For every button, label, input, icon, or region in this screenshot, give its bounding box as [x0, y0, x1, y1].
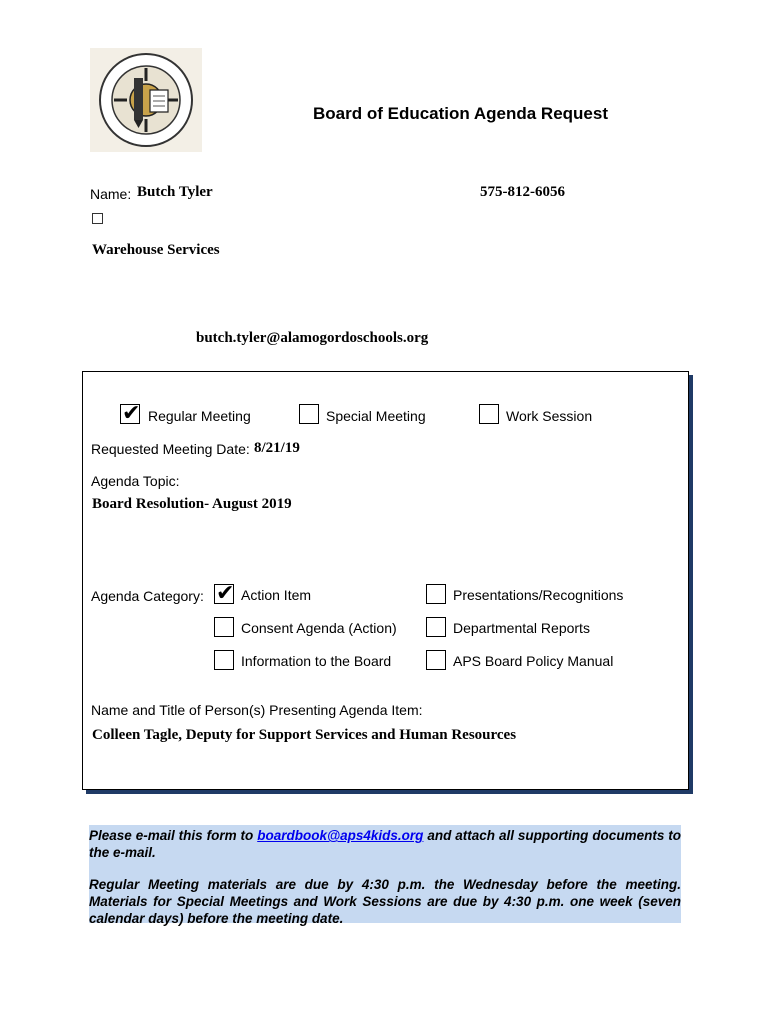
page-title: Board of Education Agenda Request [313, 104, 609, 123]
departmental-reports-checkbox[interactable] [426, 617, 446, 637]
consent-agenda-checkbox[interactable] [214, 617, 234, 637]
agenda-topic-value: Board Resolution- August 2019 [92, 496, 292, 512]
checkmark-icon: ✔ [216, 581, 235, 606]
name-label: Name: [90, 186, 132, 202]
email-value: butch.tyler@alamogordoschools.org [196, 330, 429, 346]
email-link[interactable]: boardbook@aps4kids.org [257, 828, 424, 843]
information-board-label: Information to the Board [241, 653, 392, 669]
policy-manual-checkbox[interactable] [426, 650, 446, 670]
regular-meeting-label: Regular Meeting [148, 408, 251, 424]
action-item-checkbox[interactable] [214, 581, 235, 606]
presentations-checkbox[interactable] [426, 584, 446, 604]
special-meeting-checkbox[interactable] [299, 404, 319, 424]
note-instructions: Please e-mail this form to boardbook@aps4kids.org and attach all supporting documents to the e-mail. [89, 828, 681, 860]
consent-agenda-label: Consent Agenda (Action) [241, 620, 397, 636]
phone-value: 575-812-6056 [480, 184, 565, 200]
small-checkbox[interactable] [92, 213, 103, 224]
submission-note [89, 825, 681, 926]
checkmark-icon: ✔ [122, 401, 141, 426]
work-session-checkbox[interactable] [479, 404, 499, 424]
presentations-label: Presentations/Recognitions [453, 587, 624, 603]
meeting-date-label: Requested Meeting Date: [91, 441, 250, 457]
departmental-reports-label: Departmental Reports [453, 620, 590, 636]
agenda-topic-label: Agenda Topic: [91, 473, 180, 489]
presenter-value: Colleen Tagle, Deputy for Support Services and Human Resources [92, 727, 517, 743]
presenter-label: Name and Title of Person(s) Presenting Agenda Item: [91, 702, 423, 718]
policy-manual-label: APS Board Policy Manual [453, 653, 614, 669]
special-meeting-label: Special Meeting [326, 408, 426, 424]
meeting-date-value: 8/21/19 [254, 440, 300, 456]
regular-meeting-checkbox[interactable] [120, 401, 141, 426]
note-deadlines: Regular Meeting materials are due by 4:30 p.m. the Wednesday before the meeting. Materials for Special Meetings and Work Sessions are due by 4:30 p.m. one week (seven calendar days) before the meeting date. [89, 877, 681, 926]
action-item-label: Action Item [241, 587, 312, 603]
school-district-seal-icon [90, 48, 202, 152]
name-value: Butch Tyler [137, 184, 213, 200]
work-session-label: Work Session [506, 408, 593, 424]
department-value: Warehouse Services [92, 242, 220, 258]
information-board-checkbox[interactable] [214, 650, 234, 670]
agenda-category-label: Agenda Category: [91, 588, 204, 604]
